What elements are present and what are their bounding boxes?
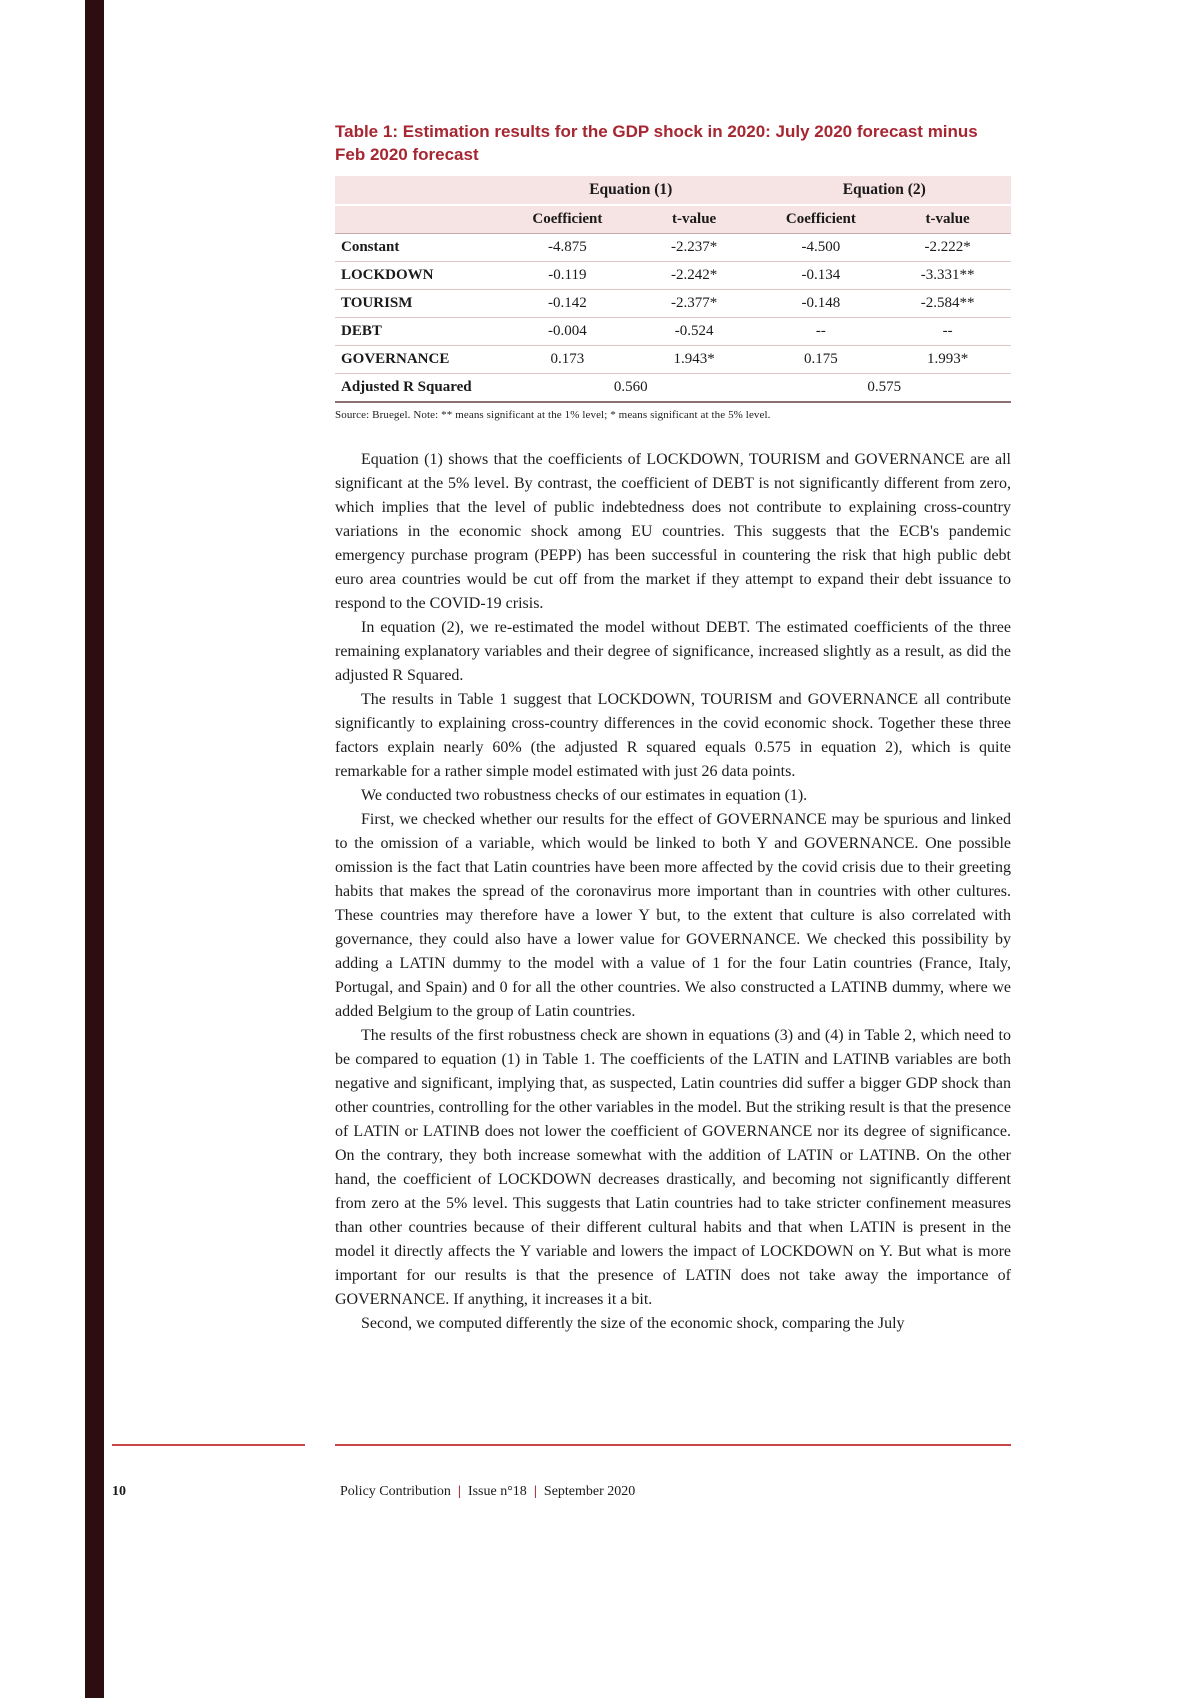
footer-date: September 2020 xyxy=(543,1484,636,1499)
footer-separator: | xyxy=(533,1484,537,1499)
left-spine-band xyxy=(85,0,104,1698)
footer-rule-right xyxy=(335,1444,1011,1446)
row-label: DEBT xyxy=(335,318,504,346)
cell-value: -2.237* xyxy=(631,234,758,262)
cell-value: -- xyxy=(884,318,1011,346)
table-source-note: Source: Bruegel. Note: ** means significant at the 1% level; * means significant at the 5% level. xyxy=(335,409,771,421)
row-label: GOVERNANCE xyxy=(335,346,504,374)
footer xyxy=(340,1484,635,1500)
cell-value: -3.331** xyxy=(884,262,1011,290)
page-content xyxy=(335,120,1011,1336)
cell-value: -0.142 xyxy=(504,290,631,318)
table-row-lockdown xyxy=(335,262,1011,290)
paragraph: First, we checked whether our results for the effect of GOVERNANCE may be spurious and linked to the omission of a variable, which would be linked to both Y and GOVERNANCE. One possible omission is the fact that Latin countries have been more affected by the covid crisis due to their greeting habits that makes the spread of the coronavirus more important than in countries with other cultures. These countries may therefore have a lower Y but, to the extent that culture is also correlated with governance, they could also have a lower value for GOVERNANCE. We checked this possibility by adding a LATIN dummy to the model with a value of 1 for the four Latin countries (France, Italy, Portugal, and Spain) and 0 for all the other countries. We also constructed a LATINB dummy, where we added Belgium to the group of Latin countries. xyxy=(335,811,1011,1020)
paragraph: Second, we computed differently the size of the economic shock, comparing the July xyxy=(361,1315,905,1332)
footer-separator: | xyxy=(457,1484,461,1499)
table-row-constant xyxy=(335,234,1011,262)
table-column-header-row xyxy=(335,205,1011,234)
column-header-tvalue-2: t-value xyxy=(884,205,1011,234)
row-label: Adjusted R Squared xyxy=(335,374,504,403)
cell-value: -0.524 xyxy=(631,318,758,346)
body-text xyxy=(335,448,1011,1336)
cell-value: -- xyxy=(758,318,885,346)
cell-value: -0.119 xyxy=(504,262,631,290)
table-row-adjusted-r-squared xyxy=(335,374,1011,403)
group-header-equation-2: Equation (2) xyxy=(758,176,1012,205)
footer-rule-left xyxy=(112,1444,305,1446)
cell-value: 1.993* xyxy=(884,346,1011,374)
cell-value: -2.584** xyxy=(884,290,1011,318)
row-label: Constant xyxy=(335,234,504,262)
cell-adjusted-r2-eq2: 0.575 xyxy=(758,374,1012,403)
group-header-spacer xyxy=(335,176,504,205)
cell-value: -4.500 xyxy=(758,234,885,262)
column-header-coefficient-1: Coefficient xyxy=(504,205,631,234)
cell-adjusted-r2-eq1: 0.560 xyxy=(504,374,758,403)
footer-issue: Issue n°18 xyxy=(467,1484,527,1499)
cell-value: -0.004 xyxy=(504,318,631,346)
cell-value: -2.242* xyxy=(631,262,758,290)
cell-value: 0.175 xyxy=(758,346,885,374)
cell-value: -0.148 xyxy=(758,290,885,318)
cell-value: 1.943* xyxy=(631,346,758,374)
row-label: TOURISM xyxy=(335,290,504,318)
row-label: LOCKDOWN xyxy=(335,262,504,290)
cell-value: -4.875 xyxy=(504,234,631,262)
cell-value: 0.173 xyxy=(504,346,631,374)
paragraph: The results of the first robustness check are shown in equations (3) and (4) in Table 2, which need to be compared to equation (1) in Table 1. The coefficients of the LATIN and LATINB variables are both negative and significant, implying that, as suspected, Latin countries did suffer a bigger GDP shock than other countries, controlling for the other variables in the model. But the striking result is that the presence of LATIN or LATINB does not lower the coefficient of GOVERNANCE nor its degree of significance. On the contrary, they both increase somewhat with the addition of LATIN or LATINB. On the other hand, the coefficient of LOCKDOWN decreases drastically, and becoming not significantly different from zero at the 5% level. This suggests that Latin countries had to take stricter confinement measures than other countries because of their different cultural habits and that when LATIN is present in the model it directly affects the Y variable and lowers the impact of LOCKDOWN on Y. But what is more important for our results is that the presence of LATIN does not take away the importance of GOVERNANCE. If anything, it increases it a bit. xyxy=(335,1027,1011,1308)
table-group-header-row xyxy=(335,176,1011,205)
cell-value: -2.222* xyxy=(884,234,1011,262)
paragraph: In equation (2), we re-estimated the model without DEBT. The estimated coefficients of the three remaining explanatory variables and their degree of significance, increased slightly as a result, as did the adjusted R Squared. xyxy=(335,619,1011,684)
footer-publication-name: Policy Contribution xyxy=(340,1484,451,1499)
column-header-coefficient-2: Coefficient xyxy=(758,205,885,234)
cell-value: -0.134 xyxy=(758,262,885,290)
paragraph: We conducted two robustness checks of our estimates in equation (1). xyxy=(361,787,808,804)
table-row-governance xyxy=(335,346,1011,374)
table-row-tourism xyxy=(335,290,1011,318)
table-row-debt xyxy=(335,318,1011,346)
group-header-equation-1: Equation (1) xyxy=(504,176,758,205)
table-title: Table 1: Estimation results for the GDP shock in 2020: July 2020 forecast minus Feb 2020 forecast xyxy=(335,122,978,164)
results-table xyxy=(335,176,1011,403)
paragraph: Equation (1) shows that the coefficients of LOCKDOWN, TOURISM and GOVERNANCE are all significant at the 5% level. By contrast, the coefficient of DEBT is not significantly different from zero, which implies that the level of public indebtedness does not contribute to explaining cross-country variations in the economic shock among EU countries. This suggests that the ECB's pandemic emergency purchase program (PEPP) has been successful in countering the risk that high public debt euro area countries would be cut off from the market if they attempt to expand their debt issuance to respond to the COVID-19 crisis. xyxy=(335,451,1011,612)
cell-value: -2.377* xyxy=(631,290,758,318)
column-header-spacer xyxy=(335,205,504,234)
paragraph: The results in Table 1 suggest that LOCKDOWN, TOURISM and GOVERNANCE all contribute significantly to explaining cross-country differences in the covid economic shock. Together these three factors explain nearly 60% (the adjusted R squared equals 0.575 in equation 2), which is quite remarkable for a rather simple model estimated with just 26 data points. xyxy=(335,691,1011,780)
column-header-tvalue-1: t-value xyxy=(631,205,758,234)
page-number: 10 xyxy=(112,1484,126,1499)
